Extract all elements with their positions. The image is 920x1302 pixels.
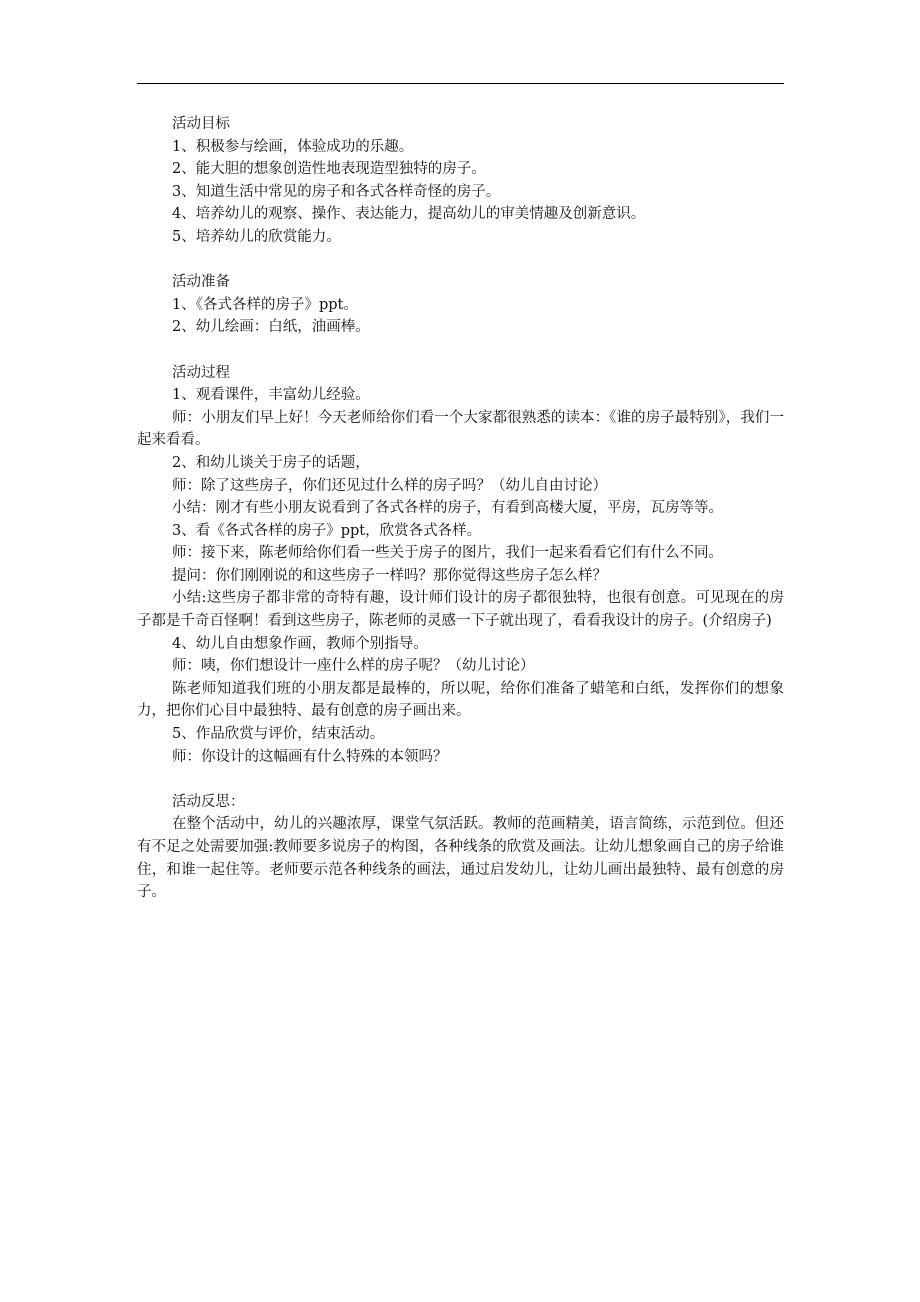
document-body [137,113,784,926]
process-step: 2、和幼儿谈关于房子的话题， [172,454,370,471]
process-step: 5、作品欣赏与评价，结束活动。 [172,726,385,743]
goal-item: 5、培养幼儿的欣赏能力。 [172,228,341,245]
preparation-heading: 活动准备 [172,274,230,291]
reflection-paragraph: 在整个活动中，幼儿的兴趣浓厚，课堂气氛活跃。教师的范画精美，语言简练，示范到位。但还有不足之处需要加强:教师要多说房子的构图，各种线条的欣赏及画法。让幼儿想象画自己的房子给谁住，和谁一起住等。老师要示范各种线条的画法，通过启发幼儿，让幼儿画出最独特、最有创意的房子。 [137,816,784,901]
process-paragraph: 陈老师知道我们班的小朋友都是最棒的，所以呢，给你们准备了蜡笔和白纸，发挥你们的想象力，把你们心目中最独特、最有创意的房子画出来。 [137,680,784,720]
goal-item: 4、培养幼儿的观察、操作、表达能力，提高幼儿的审美情趣及创新意识。 [172,206,646,223]
process-step: 1、观看课件，丰富幼儿经验。 [172,387,370,404]
goals-section [137,113,784,249]
process-paragraph: 提问：你们刚刚说的和这些房子一样吗？那你觉得这些房子怎么样？ [172,567,607,584]
process-paragraph: 师：除了这些房子，你们还见过什么样的房子吗？（幼儿自由讨论） [172,477,607,494]
process-paragraph: 师：接下来，陈老师给你们看一些关于房子的图片，我们一起来看看它们有什么不同。 [172,545,723,562]
reflection-heading: 活动反思： [172,793,245,810]
process-paragraph: 师：小朋友们早上好！今天老师给你们看一个大家都很熟悉的读本：《谁的房子最特别》，我们一起来看看。 [137,409,784,449]
goals-heading: 活动目标 [172,116,230,132]
process-paragraph: 师：咦，你们想设计一座什么样的房子呢？（幼儿讨论） [172,658,535,675]
preparation-section [137,271,784,339]
process-step: 3、看《各式各样的房子》ppt，欣赏各式各样。 [172,522,482,539]
goal-item: 2、能大胆的想象创造性地表现造型独特的房子。 [172,161,486,178]
process-paragraph: 小结:这些房子都非常的奇特有趣，设计师们设计的房子都很独特，也很有创意。可见现在的房子都是千奇百怪啊！看到这些房子，陈老师的灵感一下子就出现了，看看我设计的房子。(介绍房子) [137,590,784,630]
preparation-item: 1、《各式各样的房子》ppt。 [172,296,358,313]
goal-item: 1、积极参与绘画，体验成功的乐趣。 [172,138,414,155]
reflection-section [137,791,784,904]
goal-item: 3、知道生活中常见的房子和各式各样奇怪的房子。 [172,183,501,200]
process-section [137,362,784,769]
header-rule [137,83,784,84]
preparation-item: 2、幼儿绘画：白纸，油画棒。 [172,319,370,336]
process-paragraph: 小结：刚才有些小朋友说看到了各式各样的房子，有看到高楼大厦，平房，瓦房等等。 [172,500,723,517]
process-step: 4、幼儿自由想象作画，教师个别指导。 [172,635,428,652]
process-heading: 活动过程 [172,364,230,381]
process-paragraph: 师：你设计的这幅画有什么特殊的本领吗？ [172,748,448,765]
